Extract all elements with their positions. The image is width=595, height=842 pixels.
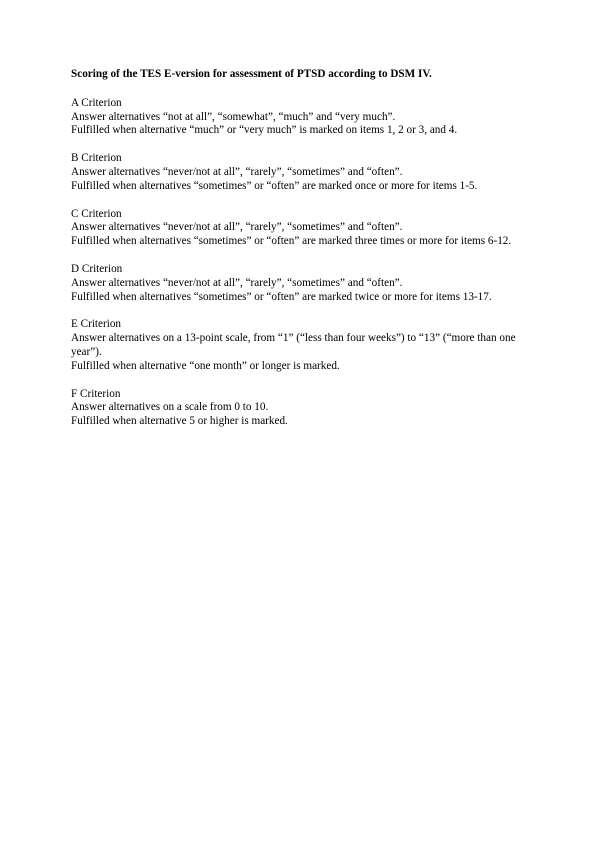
criterion-answers: Answer alternatives “not at all”, “somewhat”, “much” and “very much”. <box>71 110 396 123</box>
criterion-d <box>71 263 533 304</box>
criterion-fulfilled: Fulfilled when alternative “one month” or longer is marked. <box>71 359 340 372</box>
criterion-f <box>71 388 533 429</box>
criterion-answers: Answer alternatives “never/not at all”, “rarely”, “sometimes” and “often”. <box>71 165 403 178</box>
document-page <box>71 68 533 443</box>
criterion-heading: B Criterion <box>71 152 122 165</box>
criterion-c <box>71 208 533 249</box>
criterion-answers: Answer alternatives “never/not at all”, “rarely”, “sometimes” and “often”. <box>71 276 403 289</box>
criterion-fulfilled: Fulfilled when alternatives “sometimes” or “often” are marked once or more for items 1-5. <box>71 179 478 192</box>
criterion-heading: A Criterion <box>71 96 122 109</box>
criterion-fulfilled: Fulfilled when alternatives “sometimes” or “often” are marked three times or more for items 6-12. <box>71 235 512 248</box>
criterion-b <box>71 152 533 193</box>
criterion-heading: E Criterion <box>71 318 122 331</box>
criterion-a <box>71 97 533 138</box>
criterion-answers: Answer alternatives on a 13-point scale, from “1” (“less than four weeks”) to “13” (“more than one year”). <box>71 332 516 358</box>
criterion-fulfilled: Fulfilled when alternative “much” or “very much” is marked on items 1, 2 or 3, and 4. <box>71 124 458 137</box>
criterion-fulfilled: Fulfilled when alternative 5 or higher is marked. <box>71 415 288 428</box>
criterion-heading: D Criterion <box>71 262 123 275</box>
criterion-heading: F Criterion <box>71 387 121 400</box>
criterion-e <box>71 318 533 373</box>
criterion-fulfilled: Fulfilled when alternatives “sometimes” or “often” are marked twice or more for items 13-17. <box>71 290 492 303</box>
criterion-answers: Answer alternatives on a scale from 0 to 10. <box>71 401 269 414</box>
document-title: Scoring of the TES E-version for assessment of PTSD according to DSM IV. <box>71 68 432 80</box>
criterion-answers: Answer alternatives “never/not at all”, “rarely”, “sometimes” and “often”. <box>71 221 403 234</box>
criterion-heading: C Criterion <box>71 207 122 220</box>
